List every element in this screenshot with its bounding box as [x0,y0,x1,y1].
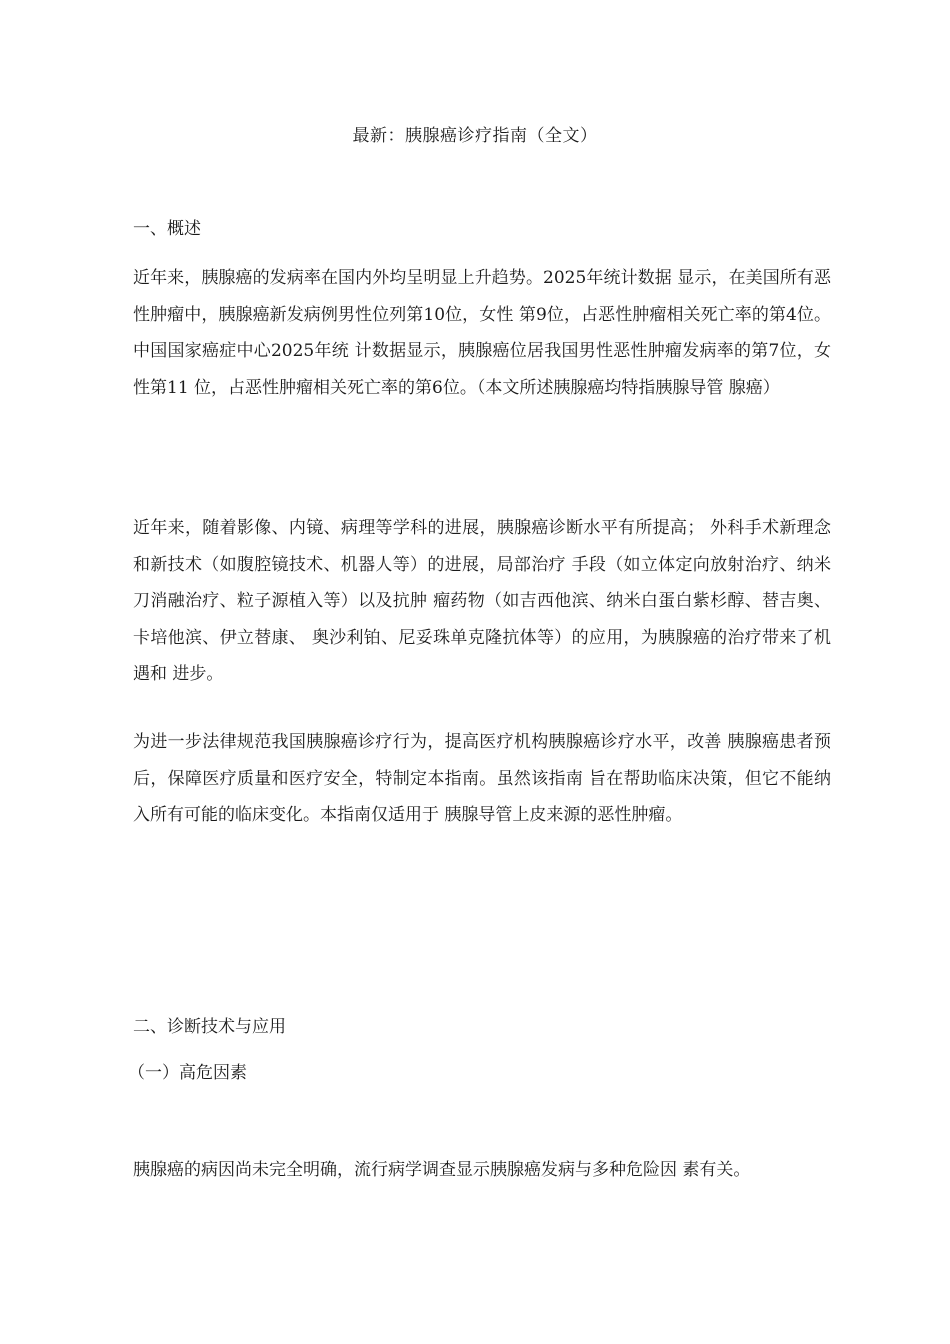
paragraph-risk-factors: 胰腺癌的病因尚未完全明确，流行病学调查显示胰腺癌发病与多种危险因 素有关。 [133,1160,751,1180]
paragraph-purpose: 为进一步法律规范我国胰腺癌诊疗行为，提高医疗机构胰腺癌诊疗水平，改善 胰腺癌患者预后，保障医疗质量和医疗安全，特制定本指南。虽然该指南 旨在帮助临床决策，但它不能纳入所有可能的临床变化。本指南仅适用于 胰腺导管上皮来源的恶性肿瘤。 [133,732,831,825]
section-heading-diagnosis: 二、诊断技术与应用 [133,1017,286,1037]
document-title: 最新：胰腺癌诊疗指南（全文） [352,126,598,146]
section-heading-overview: 一、概述 [133,219,201,239]
paragraph-progress: 近年来，随着影像、内镜、病理等学科的进展，胰腺癌诊断水平有所提高； 外科手术新理念和新技术（如腹腔镜技术、机器人等）的进展，局部治疗 手段（如立体定向放射治疗、纳米刀消融治疗、粒子源植入等）以及抗肿 瘤药物（如吉西他滨、纳米白蛋白紫杉醇、替吉奥、卡培他滨、伊立替康、 奥沙利铂、尼妥珠单克隆抗体等）的应用，为胰腺癌的治疗带来了机遇和 进步。 [133,518,831,684]
subsection-heading-risk-factors: （一）高危因素 [128,1063,247,1083]
paragraph-incidence: 近年来，胰腺癌的发病率在国内外均呈明显上升趋势。2025年统计数据 显示，在美国所有恶性肿瘤中，胰腺癌新发病例男性位列第10位，女性 第9位，占恶性肿瘤相关死亡率的第4位。中国国家癌症中心2025年统 计数据显示，胰腺癌位居我国男性恶性肿瘤发病率的第7位，女性第11 位，占恶性肿瘤相关死亡率的第6位。（本文所述胰腺癌均特指胰腺导管 腺癌） [133,268,831,398]
